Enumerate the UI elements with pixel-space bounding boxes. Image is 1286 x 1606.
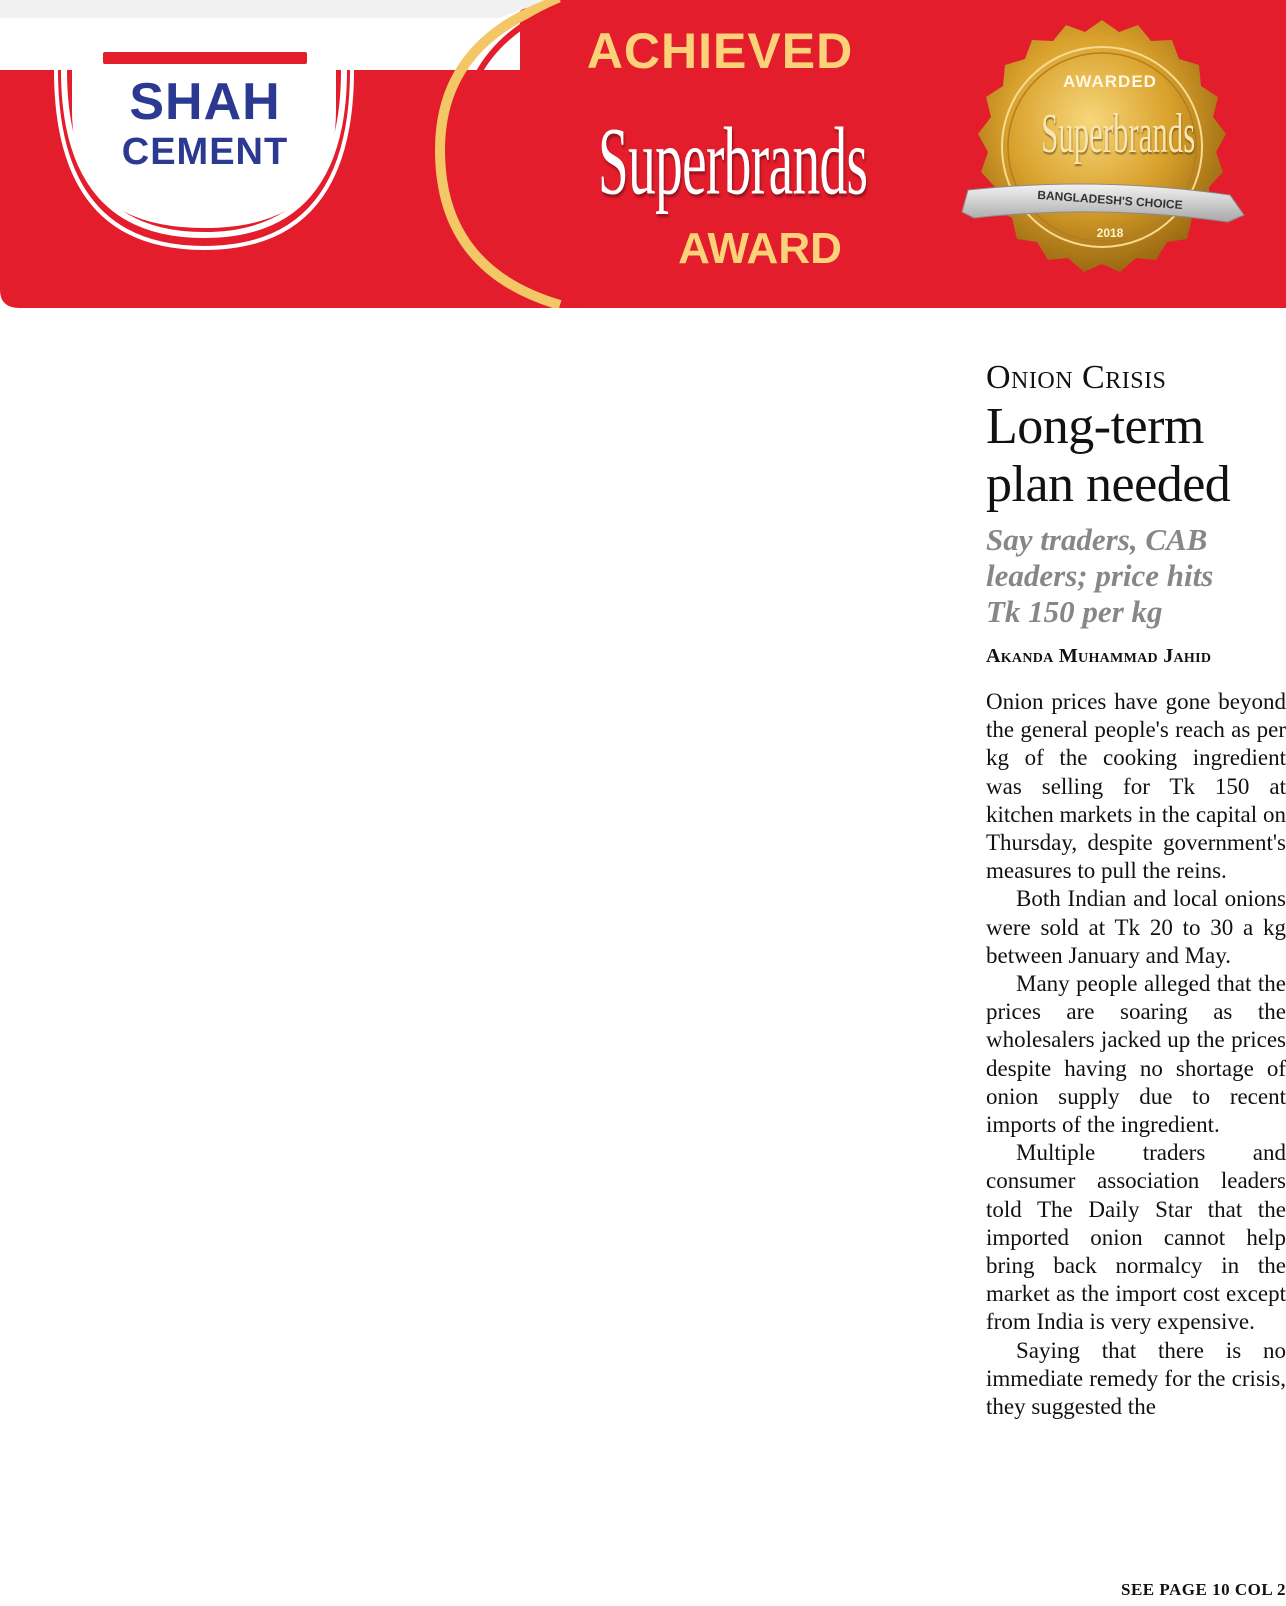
brand-name-line2: CEMENT: [121, 131, 289, 173]
headline-line-1: Long-term: [986, 398, 1204, 455]
body-paragraph: Saying that there is no immediate remedy for the crisis, they suggested the: [986, 1337, 1286, 1420]
seal-superbrands-wordmark: Superbrands: [1041, 103, 1196, 165]
seal-awarded-text: AWARDED: [1063, 72, 1157, 91]
article-kicker: Onion Crisis: [986, 359, 1167, 396]
brand-name-line1: SHAH: [129, 73, 281, 131]
subhead-line-1: Say traders, CAB: [986, 522, 1208, 557]
seal-ribbon-text: BANGLADESH'S CHOICE: [1036, 187, 1184, 213]
shah-cement-superbrands-ad: [0, 0, 1286, 308]
subhead-line-3: Tk 150 per kg: [986, 594, 1163, 629]
news-article: [986, 358, 1286, 1421]
ad-award-text: AWARD: [678, 224, 842, 273]
ad-achieved-text: ACHIEVED: [586, 23, 854, 79]
article-subhead: [986, 522, 1286, 630]
article-body: [986, 688, 1286, 1421]
article-byline: Akanda Muhammad Jahid: [986, 645, 1212, 667]
article-headline: [986, 398, 1286, 514]
body-paragraph: Both Indian and local onions were sold at Tk 20 to 30 a kg between January and May.: [986, 886, 1286, 968]
body-paragraph: Onion prices have gone beyond the general people's reach as per kg of the cooking ingredient was selling for Tk 150 at kitchen markets in the capital on Thursday, despite government's measures to pull the reins.: [986, 689, 1286, 884]
headline-line-2: plan needed: [986, 456, 1231, 513]
body-paragraph: Many people alleged that the prices are soaring as the wholesalers jacked up the prices despite having no shortage of onion supply due to recent imports of the ingredient.: [986, 971, 1286, 1138]
subhead-line-2: leaders; price hits: [986, 558, 1214, 593]
seal-year: 2018: [1096, 226, 1124, 240]
continuation-jump-line[interactable]: SEE PAGE 10 COL 2: [1121, 1580, 1286, 1599]
body-paragraph: Multiple traders and consumer association leaders told The Daily Star that the imported onion cannot help bring back normalcy in the market as the import cost except from India is very expensive.: [986, 1140, 1286, 1335]
ad-superbrands-wordmark: Superbrands: [598, 107, 868, 215]
